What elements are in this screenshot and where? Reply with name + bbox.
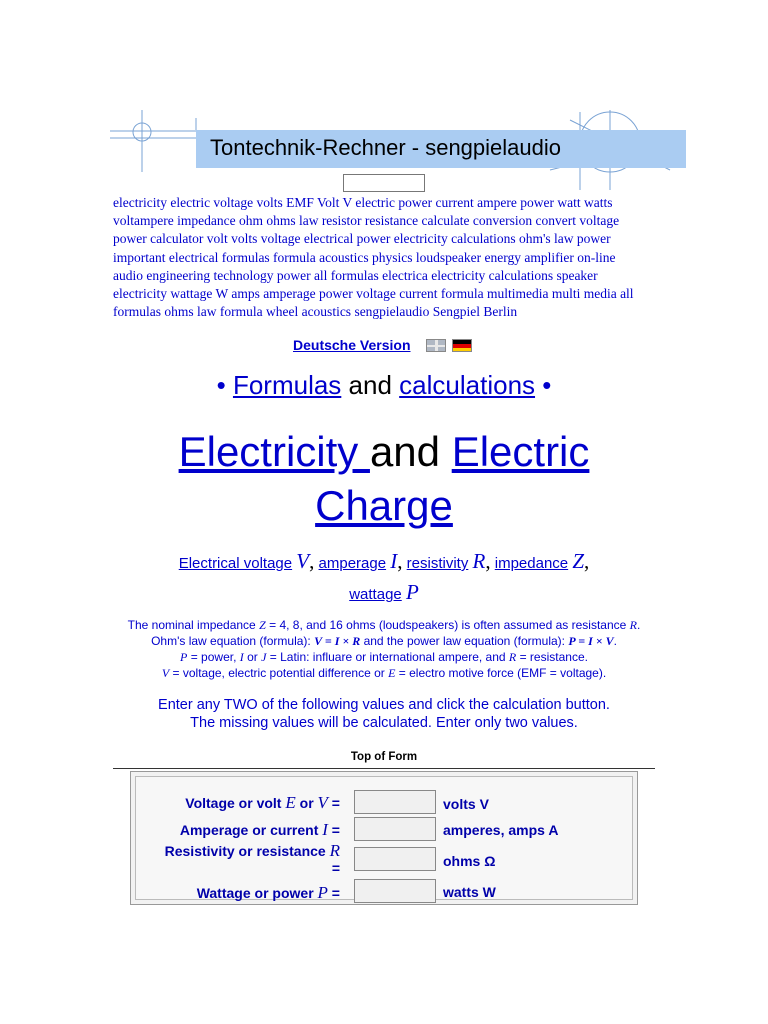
symbol-i: I bbox=[390, 549, 398, 573]
wattage-unit: watts W bbox=[443, 884, 496, 900]
voltage-label: Voltage or volt E or V = bbox=[185, 793, 340, 812]
ohms-law-equation: V = I × R bbox=[314, 634, 361, 648]
electricity-link[interactable]: Electricity bbox=[178, 428, 370, 475]
wattage-input[interactable] bbox=[354, 879, 436, 903]
symbol-z: Z bbox=[572, 549, 585, 573]
symbol-v: V bbox=[296, 549, 310, 573]
description: The nominal impedance Z = 4, 8, and 16 ohms (loudspeakers) is often assumed as resistance R. Ohm's law equation (formula): V = I × R and the power law equation (formula): P = I × V. P = power, I or J = Latin: influare or international ampere, and R = resistance. V = voltage, electric potential difference or E = electro motive force (EMF = voltage). bbox=[127, 618, 641, 680]
title-and: and bbox=[369, 428, 441, 475]
banner-title: Tontechnik-Rechner - sengpielaudio bbox=[196, 130, 686, 168]
resistivity-link[interactable]: resistivity bbox=[406, 555, 469, 572]
voltage-link[interactable]: Electrical voltage bbox=[178, 555, 293, 572]
amperage-input[interactable] bbox=[354, 817, 436, 841]
power-law-equation: P = I × V bbox=[568, 634, 614, 648]
deutsche-version-link[interactable]: Deutsche Version bbox=[293, 337, 411, 353]
instructions: Enter any TWO of the following values and click the calculation button. The missing values will be calculated. Enter only two values. bbox=[158, 697, 610, 731]
wattage-link[interactable]: wattage bbox=[349, 586, 402, 603]
formulas-heading bbox=[0, 370, 768, 401]
banner bbox=[110, 110, 680, 195]
wattage-label: Wattage or power P = bbox=[196, 883, 340, 902]
keywords-text: electricity electric voltage volts EMF Volt V electric power current ampere power watt watts voltampere impedance ohm ohms law resistor resistance calculate conversion convert voltage power calculator volt volts voltage electrical power electricity calculations ohm's law power important electrical formulas formula acoustics physics loudspeaker energy amplifier on-line audio engineering technology power all formulas electrica electricity calculations speaker electricity wattage W amps amperage power voltage current formula multimedia multi media all formulas ohms law formula wheel acoustics sengpielaudio Sengpiel Berlin bbox=[113, 195, 634, 320]
calculator-form bbox=[130, 771, 638, 905]
bullet-left: • bbox=[216, 370, 226, 400]
top-of-form-label: Top of Form bbox=[350, 751, 418, 763]
amperage-label: Amperage or current I = bbox=[179, 820, 340, 839]
page-title bbox=[100, 425, 668, 533]
divider bbox=[113, 768, 655, 769]
german-flag-icon[interactable] bbox=[452, 339, 472, 352]
impedance-link[interactable]: impedance bbox=[494, 555, 569, 572]
subtitle: Electrical voltage V, amperage I, resistivity R, impedance Z, wattage P bbox=[178, 549, 590, 604]
symbol-p: P bbox=[405, 580, 419, 604]
resistance-unit: ohms Ω bbox=[443, 853, 496, 869]
symbol-r: R bbox=[472, 549, 486, 573]
banner-search-input[interactable] bbox=[343, 174, 425, 192]
amperage-link[interactable]: amperage bbox=[318, 555, 387, 572]
voltage-unit: volts V bbox=[443, 796, 489, 812]
electric-charge-link[interactable]: Electric Charge bbox=[315, 428, 590, 529]
uk-flag-icon[interactable] bbox=[426, 339, 446, 352]
formulas-link[interactable]: Formulas bbox=[232, 370, 342, 400]
bullet-right: • bbox=[542, 370, 552, 400]
resistance-label: Resistivity or resistance R = bbox=[164, 841, 340, 876]
calculations-link[interactable]: calculations bbox=[399, 370, 536, 400]
and-text: and bbox=[348, 370, 392, 400]
voltage-input[interactable] bbox=[354, 790, 436, 814]
amperage-unit: amperes, amps A bbox=[443, 822, 559, 838]
resistance-input[interactable] bbox=[354, 847, 436, 871]
